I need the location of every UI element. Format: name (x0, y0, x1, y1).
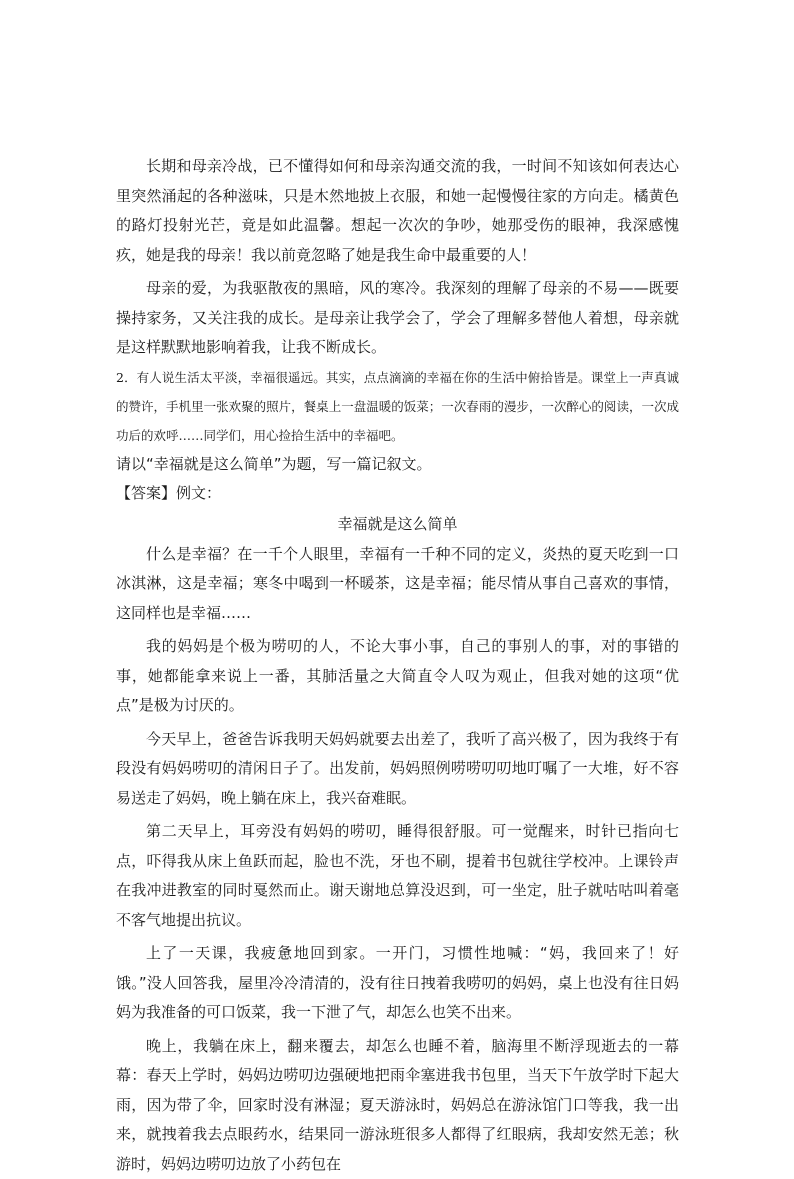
passage-paragraph: 长期和母亲冷战，已不懂得如何和母亲沟通交流的我，一时间不知该如何表达心里突然涌起的各种滋味，只是木然地披上衣服，和她一起慢慢往家的方向走。橘黄色的路灯投射光芒，竟是如此温馨。想起一次次的争吵，她那受伤的眼神，我深感愧疚，她是我的母亲！我以前竟忽略了她是我生命中最重要的人！ (116, 152, 679, 270)
question-instruction: 请以“幸福就是这么简单”为题，写一篇记叙文。 (116, 450, 679, 479)
essay-paragraph: 晚上，我躺在床上，翻来覆去，却怎么也睡不着，脑海里不断浮现逝去的一幕幕：春天上学时，妈妈边唠叨边强硬地把雨伞塞进我书包里，当天下午放学时下起大雨，因为带了伞，回家时没有淋湿；夏天游泳时，妈妈总在游泳馆门口等我，我一出来，就拽着我去点眼药水，结果同一游泳班很多人都得了红眼病，我却安然无恙；秋游时，妈妈边唠叨边放了小药包在 (116, 1032, 679, 1179)
document-page (116, 152, 679, 1179)
essay-paragraph: 第二天早上，耳旁没有妈妈的唠叨，睡得很舒服。可一觉醒来，时针已指向七点，吓得我从床上鱼跃而起，脸也不洗，牙也不刷，提着书包就往学校冲。上课铃声在我冲进教室的同时戛然而止。谢天谢地总算没迟到，可一坐定，肚子就咕咕叫着毫不客气地提出抗议。 (116, 817, 679, 935)
passage-paragraph: 母亲的爱，为我驱散夜的黑暗，风的寒冷。我深刻的理解了母亲的不易——既要操持家务，又关注我的成长。是母亲让我学会了，学会了理解多替他人着想，母亲就是这样默默地影响着我，让我不断成长。 (116, 274, 679, 363)
essay-paragraph: 我的妈妈是个极为唠叨的人，不论大事小事，自己的事别人的事，对的事错的事，她都能拿来说上一番，其肺活量之大简直令人叹为观止，但我对她的这项“优点”是极为讨厌的。 (116, 632, 679, 721)
answer-label: 【答案】例文： (116, 479, 679, 508)
question-prompt: 2．有人说生活太平淡，幸福很遥远。其实，点点滴滴的幸福在你的生活中俯拾皆是。课堂上一声真诚的赞许，手机里一张欢聚的照片，餐桌上一盘温暖的饭菜；一次春雨的漫步，一次醉心的阅读，一次成功后的欢呼……同学们，用心捡拾生活中的幸福吧。 (116, 363, 679, 450)
essay-title: 幸福就是这么简单 (116, 508, 679, 540)
essay-paragraph: 什么是幸福？在一千个人眼里，幸福有一千种不同的定义，炎热的夏天吃到一口冰淇淋，这是幸福；寒冬中喝到一杯暖茶，这是幸福；能尽情从事自己喜欢的事情，这同样也是幸福…… (116, 540, 679, 629)
essay-paragraph: 今天早上，爸爸告诉我明天妈妈就要去出差了，我听了高兴极了，因为我终于有段没有妈妈唠叨的清闲日子了。出发前，妈妈照例唠唠叨叨地叮嘱了一大堆，好不容易送走了妈妈，晚上躺在床上，我兴奋难眠。 (116, 725, 679, 814)
essay-paragraph: 上了一天课，我疲惫地回到家。一开门，习惯性地喊：“妈，我回来了！好饿。”没人回答我，屋里冷冷清清的，没有往日拽着我唠叨的妈妈，桌上也没有往日妈妈为我准备的可口饭菜，我一下泄了气，却怎么也笑不出来。 (116, 939, 679, 1028)
